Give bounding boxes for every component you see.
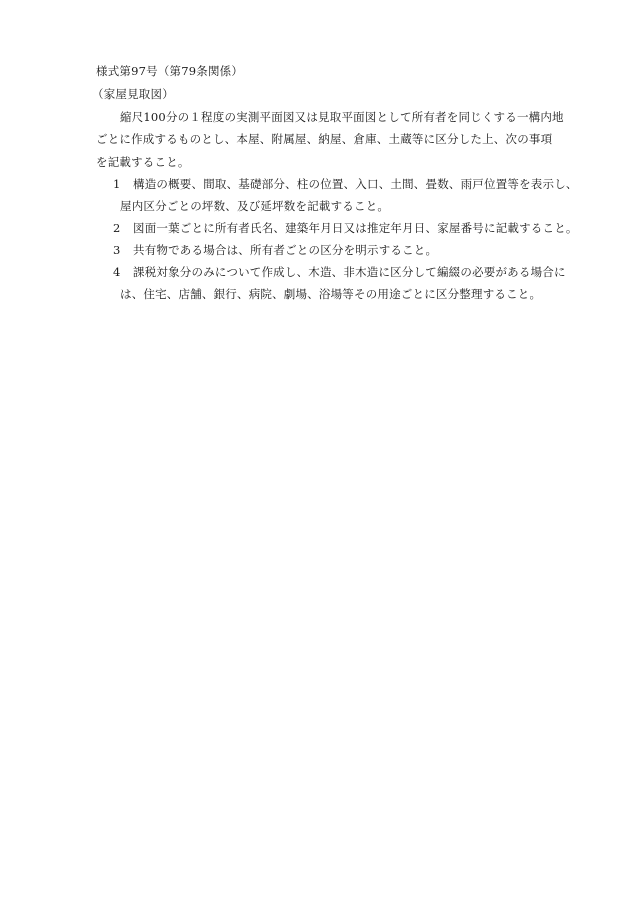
item-number-4: 4 (113, 265, 121, 279)
form-title: （家屋見取図） (92, 87, 174, 101)
item-4-line-1: 課税対象分のみについて作成し、木造、非木造に区分して編綴の必要がある場合に (133, 265, 566, 279)
item-number-1: 1 (113, 177, 121, 191)
item-number-2: 2 (113, 221, 121, 235)
item-1-line-1: 構造の概要、間取、基礎部分、柱の位置、入口、土間、畳数、雨戸位置等を表示し、 (133, 177, 578, 191)
intro-line-2: ごとに作成するものとし、本屋、附属屋、納屋、倉庫、土蔵等に区分した上、次の事項 (96, 132, 553, 146)
form-header: 様式第97号（第79条関係） (96, 64, 244, 78)
intro-line-1: 縮尺100分の１程度の実測平面図又は見取平面図として所有者を同じくする一構内地 (120, 110, 564, 124)
item-2-line-1: 図面一葉ごとに所有者氏名、建築年月日又は推定年月日、家屋番号に記載すること。 (133, 221, 578, 235)
intro-line-3: を記載すること。 (96, 155, 190, 169)
item-1-line-2: 屋内区分ごとの坪数、及び延坪数を記載すること。 (120, 199, 390, 213)
item-number-3: 3 (113, 243, 121, 257)
item-4-line-2: は、住宅、店舗、銀行、病院、劇場、浴場等その用途ごとに区分整理すること。 (120, 287, 542, 301)
item-3-line-1: 共有物である場合は、所有者ごとの区分を明示すること。 (133, 243, 438, 257)
